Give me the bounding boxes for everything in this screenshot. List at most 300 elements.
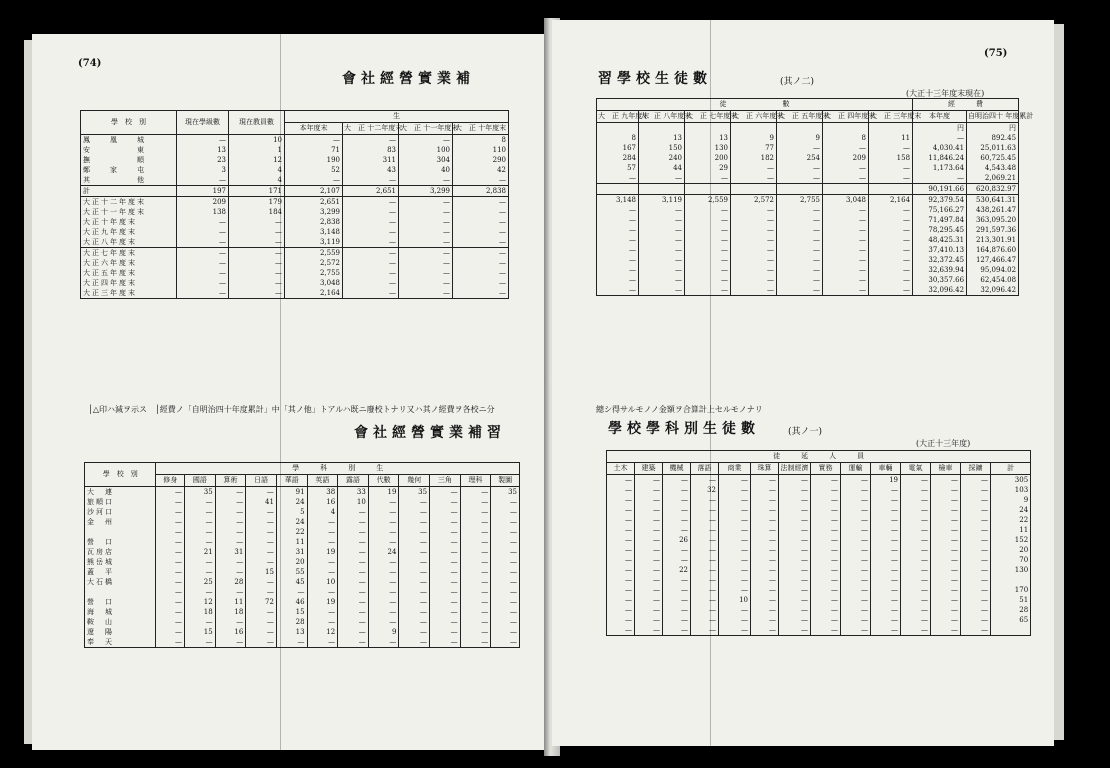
- lt2-group-header: 學 科 別 生: [156, 463, 520, 475]
- table-cell: —: [338, 567, 369, 577]
- table-cell: 26: [663, 535, 691, 545]
- table-cell: —: [156, 537, 185, 547]
- table-cell: 530,641.31: [967, 195, 1019, 206]
- table-cell: —: [156, 617, 185, 627]
- table-cell: 95,094.02: [967, 265, 1019, 275]
- table-cell: 19: [368, 487, 399, 498]
- table-row: [597, 173, 1019, 184]
- table-cell: —: [663, 515, 691, 525]
- table-cell: —: [338, 537, 369, 547]
- table-cell: —: [156, 487, 185, 498]
- table-cell: —: [399, 135, 453, 146]
- table-cell: —: [607, 555, 635, 565]
- table-cell: —: [871, 585, 901, 595]
- table-cell: —: [901, 485, 931, 495]
- table-cell: [991, 575, 1031, 585]
- table-cell: —: [343, 135, 399, 146]
- table-cell: —: [841, 565, 871, 575]
- table-cell: 19: [307, 597, 338, 607]
- rt1-group-students: 徒 數: [597, 99, 913, 111]
- table-cell: —: [338, 527, 369, 537]
- table-cell: [823, 123, 869, 134]
- table-cell: 2,559: [285, 248, 343, 259]
- table-cell: —: [841, 615, 871, 625]
- table-cell: —: [399, 617, 430, 627]
- table-cell: —: [811, 545, 841, 555]
- table-cell: 安 東: [81, 145, 177, 155]
- table-cell: —: [751, 505, 779, 515]
- table-cell: 4: [229, 165, 285, 175]
- table-cell: —: [246, 507, 277, 517]
- table-cell: —: [751, 545, 779, 555]
- table-cell: —: [368, 527, 399, 537]
- table-cell: —: [901, 575, 931, 585]
- table-cell: —: [399, 207, 453, 217]
- table-cell: 遼 陽: [85, 627, 156, 637]
- table-cell: 大正六年度末: [81, 258, 177, 268]
- table-cell: —: [639, 205, 685, 215]
- table-row: [85, 537, 520, 547]
- table-cell: —: [841, 545, 871, 555]
- table-cell: 37,410.13: [913, 245, 967, 255]
- table-cell: —: [399, 577, 430, 587]
- table-cell: —: [869, 143, 913, 153]
- table-cell: 311: [343, 155, 399, 165]
- table-cell: —: [871, 555, 901, 565]
- right-page-number: (75): [984, 48, 1008, 59]
- table-cell: —: [399, 278, 453, 288]
- table-cell: —: [338, 577, 369, 587]
- table-cell: —: [156, 507, 185, 517]
- table-cell: —: [307, 517, 338, 527]
- table-cell: —: [453, 217, 509, 227]
- table-cell: —: [869, 163, 913, 173]
- column-header: 本年度: [913, 111, 967, 123]
- table-cell: 4,030.41: [913, 143, 967, 153]
- table-cell: —: [779, 525, 811, 535]
- table-cell: —: [811, 595, 841, 605]
- table-cell: 9: [991, 495, 1031, 505]
- table-cell: 円: [967, 123, 1019, 134]
- table-cell: 12: [307, 627, 338, 637]
- table-cell: —: [399, 258, 453, 268]
- table-cell: —: [491, 527, 520, 537]
- column-header: 華語: [276, 475, 307, 487]
- table-cell: —: [931, 595, 961, 605]
- column-header: 實務: [811, 463, 841, 475]
- right-fold-line: [710, 20, 711, 746]
- table-cell: 91: [276, 487, 307, 498]
- table-cell: —: [811, 585, 841, 595]
- table-cell: 52: [285, 165, 343, 175]
- table-cell: —: [719, 585, 751, 595]
- table-cell: —: [961, 505, 991, 515]
- table-cell: —: [811, 475, 841, 486]
- table-cell: —: [185, 497, 216, 507]
- left-page: [32, 34, 552, 750]
- table-cell: —: [719, 495, 751, 505]
- table-row: [81, 288, 509, 299]
- table-cell: [85, 527, 156, 537]
- table-cell: —: [811, 525, 841, 535]
- lt1-header-teachers: 現在教員數: [229, 111, 285, 135]
- table-cell: —: [177, 217, 229, 227]
- table-cell: 291,597.36: [967, 225, 1019, 235]
- table-cell: —: [691, 605, 719, 615]
- table-cell: —: [691, 515, 719, 525]
- table-cell: 103: [991, 485, 1031, 495]
- table-cell: —: [871, 525, 901, 535]
- table-cell: —: [343, 207, 399, 217]
- table-cell: 90,191.66: [913, 184, 967, 195]
- table-cell: 32,096.42: [967, 285, 1019, 296]
- table-row: [81, 165, 509, 175]
- table-cell: —: [156, 577, 185, 587]
- table-cell: —: [156, 607, 185, 617]
- table-row: [81, 248, 509, 259]
- table-cell: —: [663, 525, 691, 535]
- table-row: [85, 557, 520, 567]
- table-cell: —: [823, 285, 869, 296]
- table-cell: —: [719, 515, 751, 525]
- right-title-bottom: 學校學科別生徒數: [608, 421, 760, 437]
- table-cell: —: [639, 265, 685, 275]
- table-cell: —: [368, 497, 399, 507]
- table-row: [597, 133, 1019, 143]
- table-cell: 2,572: [731, 195, 777, 206]
- table-cell: —: [731, 173, 777, 184]
- table-cell: 284: [597, 153, 639, 163]
- table-cell: —: [185, 507, 216, 517]
- table-cell: 9: [731, 133, 777, 143]
- table-cell: —: [229, 258, 285, 268]
- table-cell: —: [215, 537, 246, 547]
- table-cell: 31: [276, 547, 307, 557]
- table-cell: —: [338, 517, 369, 527]
- table-cell: —: [639, 245, 685, 255]
- table-cell: —: [751, 595, 779, 605]
- table-cell: 33: [338, 487, 369, 498]
- table-cell: 32,096.42: [913, 285, 967, 296]
- table-row: [607, 475, 1031, 486]
- table-cell: 22: [663, 565, 691, 575]
- table-cell: 45: [276, 577, 307, 587]
- column-header: 大 正 八年度末: [639, 111, 685, 123]
- table-cell: 100: [399, 145, 453, 155]
- table-cell: —: [368, 567, 399, 577]
- table-cell: 8: [597, 133, 639, 143]
- table-cell: —: [430, 487, 461, 498]
- table-cell: [639, 123, 685, 134]
- column-header: 幾何: [399, 475, 430, 487]
- table-cell: 2,755: [777, 195, 823, 206]
- table-cell: 鞍 山: [85, 617, 156, 627]
- table-cell: —: [246, 527, 277, 537]
- table-cell: —: [663, 625, 691, 636]
- table-cell: 35: [185, 487, 216, 498]
- column-header: 大 正 七年度末: [685, 111, 731, 123]
- table-cell: —: [430, 547, 461, 557]
- table-cell: —: [691, 525, 719, 535]
- table-cell: 2,755: [285, 268, 343, 278]
- table-row: [85, 637, 520, 648]
- table-cell: —: [961, 595, 991, 605]
- table-cell: —: [823, 163, 869, 173]
- table-cell: —: [156, 597, 185, 607]
- table-cell: 11: [991, 525, 1031, 535]
- table-cell: —: [307, 537, 338, 547]
- table-cell: 4,543.48: [967, 163, 1019, 173]
- column-header: 理科: [460, 475, 491, 487]
- table-cell: —: [871, 505, 901, 515]
- table-cell: —: [177, 278, 229, 288]
- table-cell: —: [961, 545, 991, 555]
- table-cell: —: [961, 485, 991, 495]
- lt1-group-header: 生: [285, 111, 509, 123]
- table-row: [81, 227, 509, 237]
- table-cell: —: [961, 575, 991, 585]
- table-cell: —: [777, 205, 823, 215]
- table-cell: 大正九年度末: [81, 227, 177, 237]
- table-cell: —: [343, 175, 399, 186]
- table-cell: 213,301.91: [967, 235, 1019, 245]
- table-cell: —: [635, 545, 663, 555]
- table-row: [607, 565, 1031, 575]
- column-header: 法制經濟: [779, 463, 811, 475]
- table-row: [607, 525, 1031, 535]
- table-row: [597, 215, 1019, 225]
- table-cell: 1,173.64: [913, 163, 967, 173]
- table-cell: 24: [368, 547, 399, 557]
- table-cell: 撫 順: [81, 155, 177, 165]
- table-cell: —: [663, 615, 691, 625]
- table-cell: —: [901, 625, 931, 636]
- table-cell: —: [307, 587, 338, 597]
- table-cell: —: [751, 555, 779, 565]
- table-cell: —: [597, 235, 639, 245]
- table-cell: —: [913, 173, 967, 184]
- table-cell: 40: [399, 165, 453, 175]
- table-cell: —: [685, 265, 731, 275]
- table-cell: —: [460, 517, 491, 527]
- table-cell: —: [751, 495, 779, 505]
- table-cell: —: [491, 627, 520, 637]
- table-cell: —: [719, 615, 751, 625]
- table-cell: —: [491, 617, 520, 627]
- table-cell: 130: [685, 143, 731, 153]
- table-cell: 190: [285, 155, 343, 165]
- table-cell: —: [779, 495, 811, 505]
- table-cell: —: [931, 515, 961, 525]
- table-cell: 35: [491, 487, 520, 498]
- table-cell: 28: [215, 577, 246, 587]
- table-cell: —: [453, 248, 509, 259]
- table-cell: —: [961, 555, 991, 565]
- table-cell: —: [777, 163, 823, 173]
- table-cell: 71: [285, 145, 343, 155]
- table-cell: —: [777, 285, 823, 296]
- table-cell: 2,838: [285, 217, 343, 227]
- table-cell: 13: [276, 627, 307, 637]
- table-cell: —: [343, 217, 399, 227]
- table-cell: —: [811, 565, 841, 575]
- table-row: [607, 535, 1031, 545]
- table-cell: [731, 184, 777, 195]
- column-header: 國語: [185, 475, 216, 487]
- table-cell: 75,166.27: [913, 205, 967, 215]
- table-cell: —: [961, 615, 991, 625]
- table-row: [607, 585, 1031, 595]
- table-cell: —: [823, 275, 869, 285]
- table-cell: —: [430, 497, 461, 507]
- table-cell: —: [229, 248, 285, 259]
- table-cell: [823, 184, 869, 195]
- table-cell: —: [453, 175, 509, 186]
- table-cell: —: [691, 505, 719, 515]
- table-cell: —: [430, 567, 461, 577]
- table-cell: —: [460, 567, 491, 577]
- table-row: [81, 207, 509, 217]
- table-cell: —: [460, 577, 491, 587]
- table-cell: —: [491, 587, 520, 597]
- table-cell: —: [491, 607, 520, 617]
- table-cell: —: [460, 507, 491, 517]
- right-date-note: (大正十三年度末現在): [906, 89, 985, 98]
- column-header: 大 正 五年度末: [777, 111, 823, 123]
- table-cell: —: [871, 575, 901, 585]
- table-cell: —: [215, 487, 246, 498]
- table-row: [85, 597, 520, 607]
- table-cell: 620,832.97: [967, 184, 1019, 195]
- table-cell: 892.45: [967, 133, 1019, 143]
- table-row: [597, 275, 1019, 285]
- right-title-top-sub: (其ノ二): [780, 77, 815, 87]
- table-row: [81, 258, 509, 268]
- table-cell: 11: [215, 597, 246, 607]
- table-cell: 10: [229, 135, 285, 146]
- table-cell: 3,119: [639, 195, 685, 206]
- table-cell: —: [779, 545, 811, 555]
- column-header: 自明治四十 年度累計: [967, 111, 1019, 123]
- table-cell: —: [901, 605, 931, 615]
- table-cell: 200: [685, 153, 731, 163]
- table-cell: 3,299: [399, 186, 453, 197]
- table-cell: 305: [991, 475, 1031, 486]
- table-cell: —: [156, 567, 185, 577]
- right-date-note2: (大正十三年度): [916, 439, 971, 448]
- table-cell: —: [691, 575, 719, 585]
- column-header: 露語: [338, 475, 369, 487]
- table-cell: —: [607, 535, 635, 545]
- table-cell: —: [338, 627, 369, 637]
- table-cell: —: [399, 537, 430, 547]
- table-cell: —: [491, 497, 520, 507]
- table-cell: —: [368, 517, 399, 527]
- table-cell: —: [607, 505, 635, 515]
- table-cell: —: [399, 627, 430, 637]
- table-cell: —: [399, 237, 453, 248]
- table-cell: —: [453, 288, 509, 299]
- table-cell: 38: [307, 487, 338, 498]
- table-cell: —: [869, 255, 913, 265]
- table-cell: —: [635, 605, 663, 615]
- table-cell: 304: [399, 155, 453, 165]
- column-header: 採鑛: [961, 463, 991, 475]
- table-cell: —: [931, 585, 961, 595]
- table-cell: 110: [453, 145, 509, 155]
- column-header: 機械: [663, 463, 691, 475]
- table-cell: —: [663, 505, 691, 515]
- table-cell: —: [635, 505, 663, 515]
- table-cell: 170: [991, 585, 1031, 595]
- table-cell: —: [779, 625, 811, 636]
- table-cell: —: [607, 595, 635, 605]
- table-cell: 71,497.84: [913, 215, 967, 225]
- table-cell: —: [338, 597, 369, 607]
- table-cell: —: [811, 535, 841, 545]
- table-cell: —: [215, 617, 246, 627]
- right-footnote: 總シ得サルモノノ金額ヲ合算計上セルモノナリ: [596, 405, 763, 414]
- table-cell: —: [823, 173, 869, 184]
- table-cell: —: [779, 575, 811, 585]
- table-cell: —: [368, 637, 399, 648]
- table-cell: 營 口: [85, 537, 156, 547]
- table-cell: —: [719, 525, 751, 535]
- table-cell: —: [460, 497, 491, 507]
- table-cell: 209: [823, 153, 869, 163]
- table-cell: —: [491, 577, 520, 587]
- column-header: 土木: [607, 463, 635, 475]
- table-cell: —: [246, 557, 277, 567]
- table-cell: —: [156, 517, 185, 527]
- table-cell: 2,069.21: [967, 173, 1019, 184]
- table-cell: —: [691, 475, 719, 486]
- table-cell: —: [597, 285, 639, 296]
- table-cell: 鄭 家 屯: [81, 165, 177, 175]
- table-cell: —: [901, 585, 931, 595]
- table-row: [607, 485, 1031, 495]
- table-cell: —: [635, 525, 663, 535]
- table-cell: —: [691, 555, 719, 565]
- table-cell: —: [931, 625, 961, 636]
- table-cell: 48,425.31: [913, 235, 967, 245]
- table-cell: —: [399, 288, 453, 299]
- table-cell: —: [399, 517, 430, 527]
- table-cell: 28: [276, 617, 307, 627]
- table-cell: —: [453, 207, 509, 217]
- table-cell: —: [871, 605, 901, 615]
- table-cell: —: [901, 475, 931, 486]
- table-cell: 2,559: [685, 195, 731, 206]
- table-cell: —: [751, 625, 779, 636]
- table-cell: —: [453, 197, 509, 208]
- table-cell: —: [931, 535, 961, 545]
- table-cell: 31: [215, 547, 246, 557]
- table-cell: —: [777, 275, 823, 285]
- table-row: [81, 197, 509, 208]
- table-cell: —: [607, 575, 635, 585]
- table-cell: —: [177, 135, 229, 146]
- column-header: 檢車: [931, 463, 961, 475]
- table-cell: —: [685, 285, 731, 296]
- table-cell: 4: [229, 175, 285, 186]
- table-cell: —: [901, 525, 931, 535]
- table-cell: —: [177, 288, 229, 299]
- table-cell: —: [368, 537, 399, 547]
- table-cell: —: [635, 615, 663, 625]
- table-cell: —: [276, 637, 307, 648]
- table-cell: —: [871, 625, 901, 636]
